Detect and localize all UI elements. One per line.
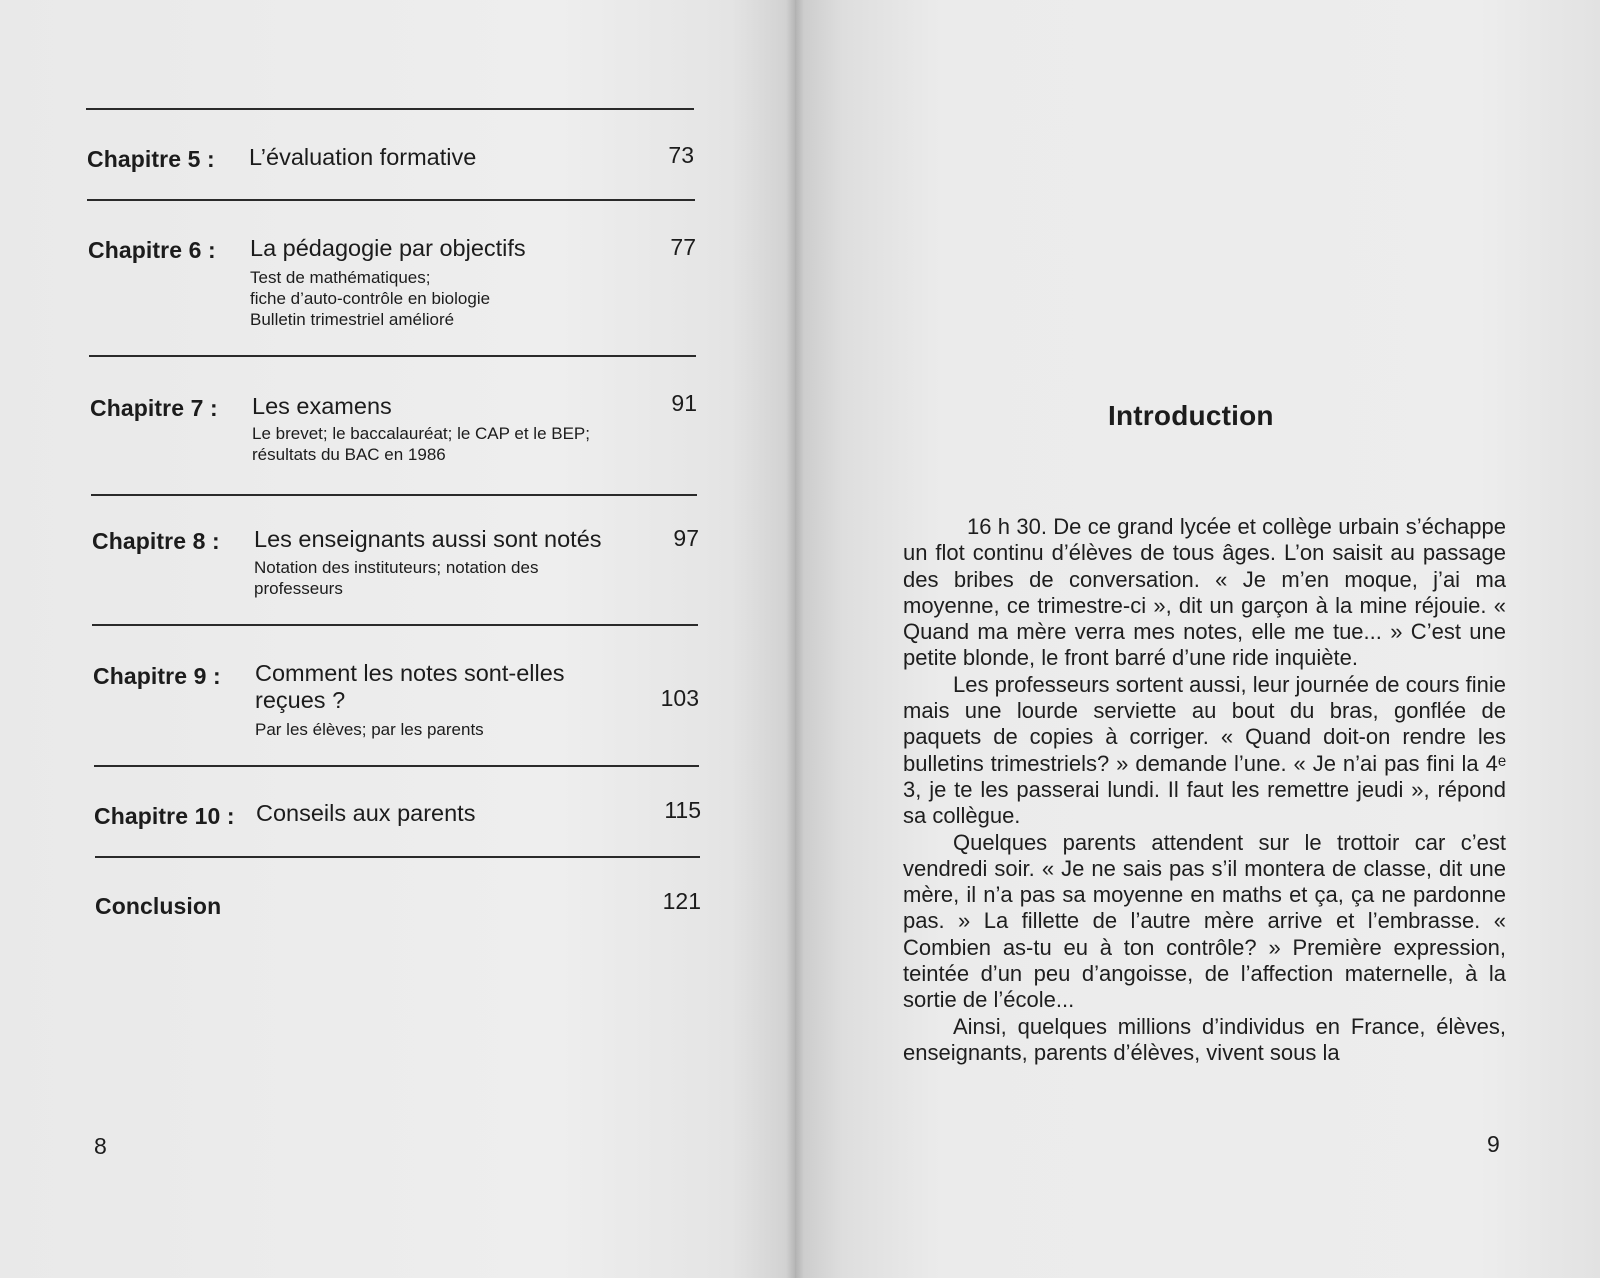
chapter-subtopic: Test de mathématiques; (250, 268, 431, 287)
chapter-subtopics (250, 267, 490, 330)
chapter-page-number: 73 (668, 142, 694, 168)
chapter-subtopic: professeurs (254, 579, 343, 598)
paragraph: 16 h 30. De ce grand lycée et collège urbain s’échappe un flot continu d’élèves de tous âges. L’on saisit au passage des bribes de conversation. « Je m’en moque, j’ai ma moyenne, ce trimestre-ci », dit un garçon à la mine réjouie. « Quand ma mère verra mes notes, elle me tue... » C’est une petite blonde, le front barré d’une ride inquiète. (903, 514, 1506, 671)
section-heading: Introduction (1108, 400, 1274, 431)
book-gutter (786, 0, 804, 1278)
chapter-label: Chapitre 6 : (88, 237, 216, 263)
chapter-subtopic: fiche d’auto-contrôle en biologie (250, 289, 491, 308)
chapter-title: La pédagogie par objectifs (250, 235, 526, 261)
paragraph: Ainsi, quelques millions d’individus en France, élèves, enseignants, parents d’élèves, vivent sous la (903, 1013, 1506, 1065)
chapter-subtopics (252, 423, 590, 465)
chapter-subtopic: Notation des instituteurs; notation des (254, 558, 539, 577)
chapter-label: Conclusion (95, 893, 222, 919)
chapter-title: Conseils aux parents (256, 800, 476, 826)
chapter-page-number: 91 (671, 390, 697, 416)
toc-rule (91, 494, 697, 496)
chapter-subtopic: Le brevet; le baccalauréat; le CAP et le BEP; (252, 424, 590, 443)
left-page (0, 0, 795, 1278)
chapter-label: Chapitre 5 : (87, 146, 215, 172)
paragraph: Les professeurs sortent aussi, leur journée de cours finie mais une lourde serviette au bout du bras, gonflée de paquets de copies à corriger. « Quand doit-on rendre les bulletins trimestriels? » demande l’une. « Je n’ai pas fini la 4ᵉ 3, je te les passerai lundi. Il faut les remettre jeudi », répond sa collègue. (903, 671, 1506, 829)
chapter-title: Les enseignants aussi sont notés (254, 526, 602, 552)
chapter-subtopics (254, 557, 538, 599)
left-page-number: 8 (94, 1133, 107, 1159)
chapter-subtopics (255, 719, 484, 740)
chapter-subtopic: Bulletin trimestriel amélioré (250, 310, 455, 329)
chapter-label: Chapitre 7 : (90, 395, 218, 421)
chapter-subtopic: résultats du BAC en 1986 (252, 445, 446, 464)
toc-rule (92, 624, 698, 626)
body-text (903, 514, 1506, 1066)
toc-rule (95, 856, 700, 858)
chapter-label: Chapitre 10 : (94, 803, 235, 829)
chapter-page-number: 121 (662, 888, 701, 914)
toc-rule (87, 199, 695, 201)
chapter-title: L’évaluation formative (249, 144, 477, 170)
paragraph: Quelques parents attendent sur le trottoir car c’est vendredi soir. « Je ne sais pas s’il montera de classe, dit une mère, il n’a pas sa moyenne en maths et ça, ça ne pardonne pas. » La fillette de l’autre mère arrive et l’embrasse. « Combien as-tu eu à ton contrôle? » Première expression, teintée d’un peu d’angoisse, de l’affection maternelle, à la sortie de l’école... (903, 829, 1506, 1013)
chapter-label: Chapitre 9 : (93, 663, 221, 689)
chapter-page-number: 115 (664, 797, 701, 823)
toc-rule (86, 108, 694, 110)
toc-rule (94, 765, 699, 767)
chapter-title: Les examens (252, 393, 392, 419)
chapter-page-number: 77 (670, 234, 696, 260)
chapter-title: Comment les notes sont-elles reçues ? (255, 660, 565, 713)
toc-rule (89, 355, 696, 357)
chapter-subtopic: Par les élèves; par les parents (255, 720, 484, 739)
chapter-page-number: 103 (660, 685, 699, 711)
chapter-page-number: 97 (673, 525, 699, 551)
chapter-label: Chapitre 8 : (92, 528, 220, 554)
right-page-number: 9 (1487, 1131, 1500, 1157)
